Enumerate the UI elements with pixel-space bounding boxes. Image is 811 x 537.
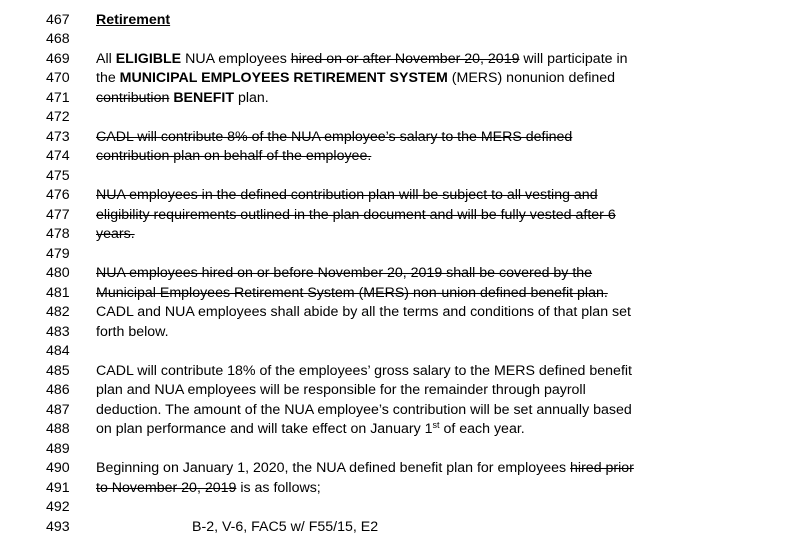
bold-text: ELIGIBLE: [116, 51, 181, 67]
line-number: 474: [46, 147, 76, 167]
text-run: plan and NUA employees will be responsible for the remainder through payroll: [96, 382, 586, 398]
line-number: 485: [46, 362, 76, 382]
line-number: 491: [46, 479, 76, 499]
text-run: B-2, V-6, FAC5 w/ F55/15, E2: [192, 519, 378, 535]
struck-text: NUA employees in the defined contribution plan will be subject to all vesting and: [96, 187, 598, 203]
line-text: [96, 264, 592, 284]
text-run: NUA employees: [181, 51, 291, 67]
line-number: 470: [46, 69, 76, 89]
line-number: 468: [46, 30, 76, 50]
text-run: forth below.: [96, 324, 169, 340]
struck-text: hired prior: [570, 460, 634, 476]
line-text: [96, 11, 170, 31]
document-line: [0, 264, 811, 284]
text-run: deduction. The amount of the NUA employee’s contribution will be set annually based: [96, 402, 632, 418]
line-text: [96, 69, 615, 89]
line-text: [96, 323, 169, 343]
document-line: [0, 69, 811, 89]
line-number: 488: [46, 420, 76, 440]
document-line: [0, 30, 811, 50]
document-line: [0, 11, 811, 31]
line-text: [96, 147, 371, 167]
text-run: on plan performance and will take effect on January 1: [96, 421, 433, 437]
text-run: plan.: [234, 90, 269, 106]
document-line: [0, 323, 811, 343]
struck-text: NUA employees hired on or before November 20, 2019 shall be covered by the: [96, 265, 592, 281]
document-line: [0, 362, 811, 382]
line-number: 483: [46, 323, 76, 343]
line-text: [96, 401, 632, 421]
bold-text: MUNICIPAL EMPLOYEES RETIREMENT SYSTEM: [120, 70, 448, 86]
text-run: will participate in: [519, 51, 627, 67]
struck-text: hired on or after November 20, 2019: [291, 51, 520, 67]
line-text: [96, 284, 608, 304]
document-line: [0, 498, 811, 518]
line-text: [96, 50, 628, 70]
line-text: [96, 225, 135, 245]
bold-text: BENEFIT: [173, 90, 234, 106]
document-line: [0, 206, 811, 226]
document-line: [0, 401, 811, 421]
line-number: 486: [46, 381, 76, 401]
struck-text: contribution: [96, 90, 169, 106]
line-text: [96, 128, 572, 148]
document-line: [0, 50, 811, 70]
superscript-text: st: [433, 420, 440, 430]
line-number: 471: [46, 89, 76, 109]
line-text: [96, 206, 616, 226]
line-number: 493: [46, 518, 76, 537]
document-line: [0, 89, 811, 109]
line-number: 490: [46, 459, 76, 479]
document-line: [0, 167, 811, 187]
text-run: CADL will contribute 18% of the employees’ gross salary to the MERS defined benefit: [96, 363, 632, 379]
line-text: [96, 362, 632, 382]
text-run: of each year.: [440, 421, 525, 437]
text-run: is as follows;: [236, 480, 320, 496]
line-number: 476: [46, 186, 76, 206]
line-number: 473: [46, 128, 76, 148]
line-text: [96, 479, 321, 499]
line-number: 475: [46, 167, 76, 187]
line-text: [96, 420, 525, 440]
line-number: 492: [46, 498, 76, 518]
line-text: [96, 186, 598, 206]
line-number: 478: [46, 225, 76, 245]
document-line: [0, 479, 811, 499]
line-number: 472: [46, 108, 76, 128]
document-line: [0, 381, 811, 401]
text-run: Beginning on January 1, 2020, the NUA defined benefit plan for employees: [96, 460, 570, 476]
line-text: [96, 459, 634, 479]
document-line: [0, 186, 811, 206]
struck-text: Municipal Employees Retirement System (MERS) non-union defined benefit plan.: [96, 285, 608, 301]
line-number: 477: [46, 206, 76, 226]
document-line: [0, 342, 811, 362]
document-line: [0, 518, 811, 537]
line-text: [96, 89, 269, 109]
document-line: [0, 420, 811, 440]
document-line: [0, 459, 811, 479]
document-line: [0, 284, 811, 304]
section-heading: Retirement: [96, 12, 170, 28]
text-run: (MERS) nonunion defined: [448, 70, 615, 86]
document-line: [0, 225, 811, 245]
struck-text: contribution plan on behalf of the employee.: [96, 148, 371, 164]
line-number: 480: [46, 264, 76, 284]
struck-text: CADL will contribute 8% of the NUA employee’s salary to the MERS defined: [96, 129, 572, 145]
struck-text: to November 20, 2019: [96, 480, 236, 496]
line-number: 479: [46, 245, 76, 265]
document-line: [0, 245, 811, 265]
struck-text: eligibility requirements outlined in the plan document and will be fully vested after 6: [96, 207, 616, 223]
line-text: [192, 518, 378, 537]
line-number: 484: [46, 342, 76, 362]
line-number: 489: [46, 440, 76, 460]
text-run: the: [96, 70, 120, 86]
line-number: 482: [46, 303, 76, 323]
struck-text: years.: [96, 226, 135, 242]
line-number: 481: [46, 284, 76, 304]
line-text: [96, 303, 631, 323]
line-number: 487: [46, 401, 76, 421]
text-run: CADL and NUA employees shall abide by all the terms and conditions of that plan set: [96, 304, 631, 320]
document-line: [0, 303, 811, 323]
document-line: [0, 147, 811, 167]
line-number: 467: [46, 11, 76, 31]
document-line: [0, 440, 811, 460]
line-text: [96, 381, 586, 401]
document-line: [0, 128, 811, 148]
line-number: 469: [46, 50, 76, 70]
document-line: [0, 108, 811, 128]
text-run: All: [96, 51, 116, 67]
